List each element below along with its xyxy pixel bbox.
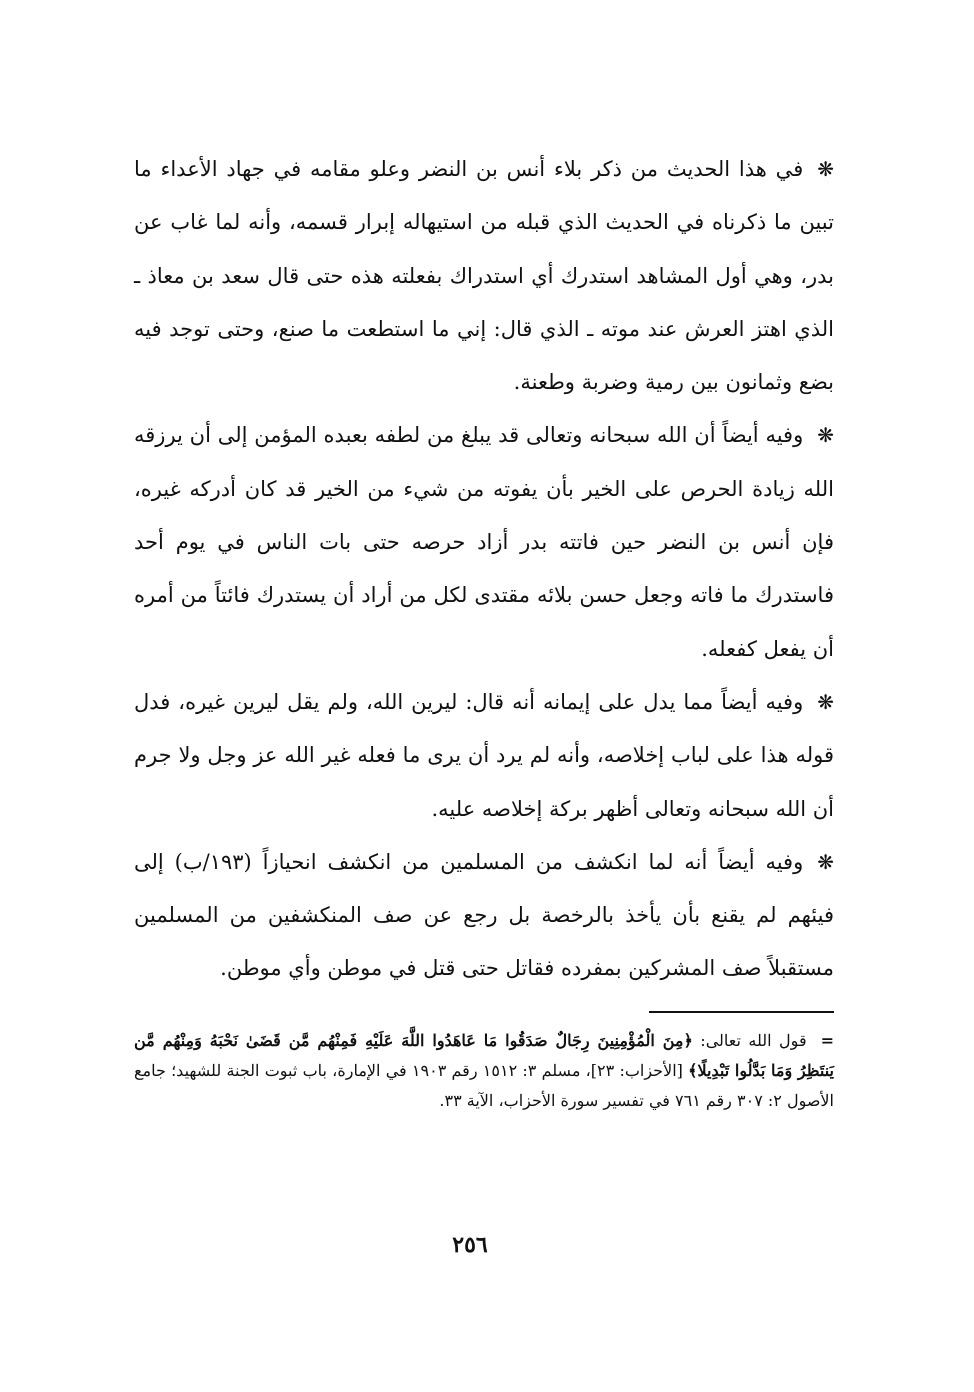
footnote-references: [الأحزاب: ٢٣]، مسلم ٣: ١٥١٢ رقم ١٩٠٣ في الإمارة، باب ثبوت الجنة للشهيد؛ جامع الأصول ٢: ٣٠٧ رقم ٧٦١ في تفسير سورة الأحزاب، الآية ٣٣. (134, 1061, 834, 1110)
page-number: ٢٥٦ (452, 1232, 488, 1258)
footnote-continuation-marker: = (820, 1031, 835, 1050)
bullet-icon: ❋ (817, 157, 834, 181)
paragraph-4 (134, 836, 834, 996)
bullet-icon: ❋ (817, 689, 834, 714)
paragraph-2 (134, 409, 834, 675)
footnote-separator (649, 1011, 834, 1013)
paragraph-3 (134, 676, 834, 836)
bullet-icon: ❋ (817, 849, 834, 874)
paragraph-text: في هذا الحديث من ذكر بلاء أنس بن النضر وعلو مقامه في جهاد الأعداء ما تبين ما ذكرناه في الحديث الذي قبله من استيهاله إبرار قسمه، وأنه لما غاب عن بدر، وهي أول المشاهد استدرك أي استدراك بفعلته هذه حتى قال سعد بن معاذ ـ الذي اهتز العرش عند موته ـ الذي قال: إني ما استطعت ما صنع، وحتى توجد فيه بضع وثمانون بين رمية وضربة وطعنة. (134, 157, 834, 395)
bullet-icon: ❋ (817, 423, 834, 448)
paragraph-1 (134, 143, 834, 409)
paragraph-text: وفيه أيضاً أنه لما انكشف من المسلمين من انكشف انحيازاً (١٩٣/ب) إلى فيئهم لم يقنع بأن يأخذ بالرخصة بل رجع عن صف المنكشفين من المسلمين مستقبلاً صف المشركين بمفرده فقاتل حتى قتل في موطن وأي موطن. (134, 849, 834, 981)
footnote (134, 1026, 834, 1116)
footnote-intro: قول الله تعالى: (692, 1031, 807, 1050)
paragraph-text: وفيه أيضاً أن الله سبحانه وتعالى قد يبلغ من لطفه بعبده المؤمن إلى أن يرزقه الله زيادة الحرص على الخير بأن يفوته من شيء من الخير قد كان أدركه غيره، فإن أنس بن النضر حين فاتته بدر أزاد حرصه حتى بات الناس في يوم أحد فاستدرك ما فاته وجعل حسن بلائه مقتدى لكل من أراد أن يستدرك فائتاً من أمره أن يفعل كفعله. (134, 423, 834, 661)
main-text (134, 143, 834, 996)
quran-verse: ﴿مِنَ الْمُؤْمِنِينَ رِجَالٌ صَدَقُوا مَا عَاهَدُوا اللَّهَ عَلَيْهِ فَمِنْهُم مَّن قَضَىٰ نَحْبَهُ وَمِنْهُم مَّن يَنتَظِرُ وَمَا بَدَّلُوا تَبْدِيلًا﴾ (134, 1031, 834, 1080)
paragraph-text: وفيه أيضاً مما يدل على إيمانه أنه قال: ليرين الله، ولم يقل ليرين غيره، فدل قوله هذا على لباب إخلاصه، وأنه لم يرد أن يرى ما فعله غير الله عز وجل ولا جرم أن الله سبحانه وتعالى أظهر بركة إخلاصه عليه. (134, 689, 834, 821)
